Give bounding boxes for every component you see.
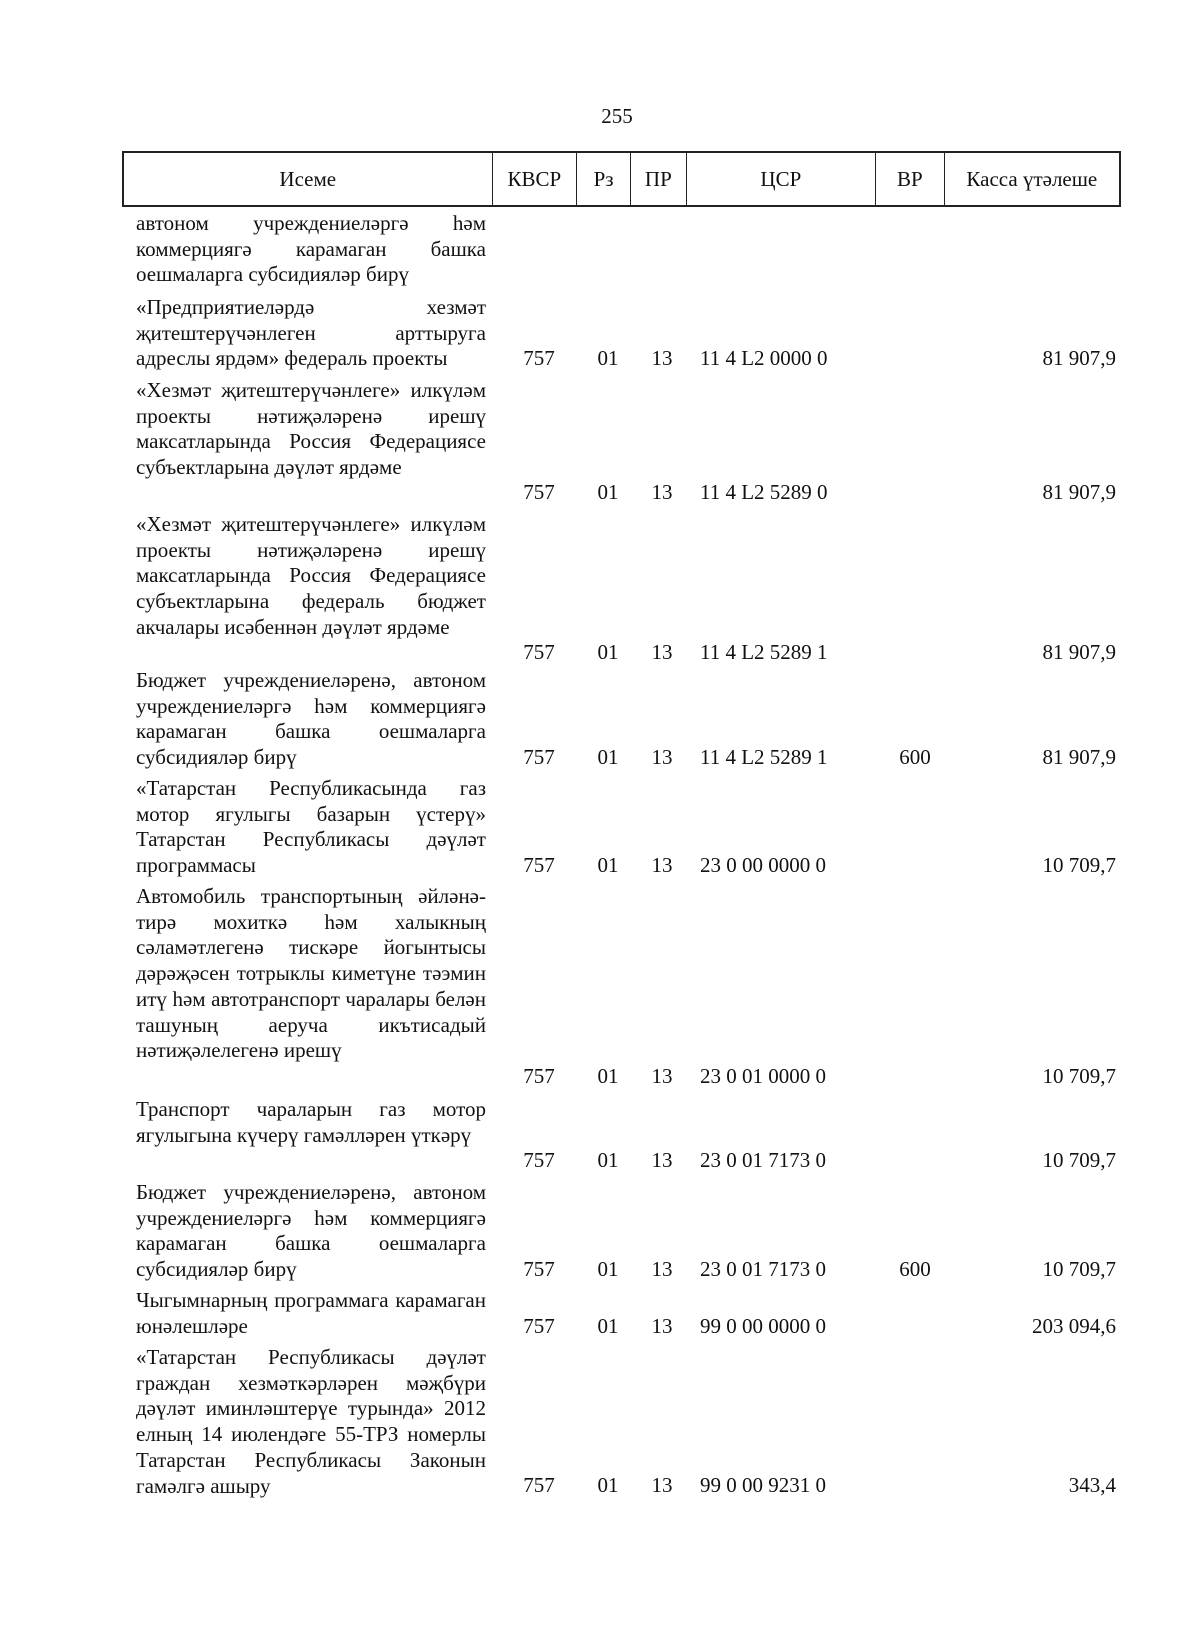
row-kassa: 203 094,6 <box>1032 1314 1116 1338</box>
row-name: «Татарстан Республикасында газ мотор ягулыгы базарын үстерү» Татарстан Республикасы дәүләт программасы <box>136 776 486 878</box>
row-csr: 23 0 01 7173 0 <box>700 1148 826 1172</box>
row-pr: 13 <box>651 1257 673 1281</box>
row-kvsr: 757 <box>523 745 555 769</box>
row-name: Автомобиль транспортының әйләнә-тирә мохиткә һәм халыкның сәламәтлегенә тискәре йогынтысы дәрәҗәсен тотрыклы киметүне тәэмин итү һәм автотранспорт чаралары белән ташуның аеруча икътисадый нәтиҗәлелегенә ирешү <box>136 884 486 1063</box>
row-pr: 13 <box>651 346 673 370</box>
row-rz: 01 <box>597 346 619 370</box>
row-kvsr: 757 <box>523 346 555 370</box>
row-csr: 99 0 00 0000 0 <box>700 1314 826 1338</box>
table-header <box>122 151 1121 207</box>
row-name: Бюджет учреждениеләренә, автоном учреждениеләргә һәм коммерциягә карамаган башка оешмаларга субсидияләр бирү <box>136 1180 486 1282</box>
row-rz: 01 <box>597 1473 619 1497</box>
row-name: Транспорт чараларын газ мотор ягулыгына күчерү гамәлләрен үткәрү <box>136 1097 486 1147</box>
header-kvsr: КВСР <box>493 153 578 205</box>
row-name: «Татарстан Республикасы дәүләт граждан хезмәткәрләрен мәҗбүри дәүләт иминләштерүе турында» 2012 елның 14 июлендәге 55-ТРЗ номерлы Татарстан Республикасы Законын гамәлгә ашыру <box>136 1345 486 1498</box>
row-name: «Хезмәт җитештерүчәнлеге» илкүләм проекты нәтиҗәләренә ирешү максатларында Россия Федерациясе субъектларына федераль бюджет акчалары исәбеннән дәүләт ярдәме <box>136 512 486 639</box>
row-pr: 13 <box>651 853 673 877</box>
row-rz: 01 <box>597 640 619 664</box>
row-kassa: 81 907,9 <box>1042 745 1116 769</box>
header-kassa: Касса үтәлеше <box>966 167 1098 191</box>
row-kassa: 10 709,7 <box>1042 853 1116 877</box>
row-name: Бюджет учреждениеләренә, автоном учреждениеләргә һәм коммерциягә карамаган башка оешмаларга субсидияләр бирү <box>136 668 486 770</box>
header-pr: ПР <box>631 153 687 205</box>
header-vr: ВР <box>876 153 945 205</box>
row-csr: 23 0 01 0000 0 <box>700 1064 826 1088</box>
row-rz: 01 <box>597 853 619 877</box>
row-csr: 23 0 01 7173 0 <box>700 1257 826 1281</box>
row-kassa: 343,4 <box>1068 1473 1116 1497</box>
row-rz: 01 <box>597 745 619 769</box>
row-name: «Предприятиеләрдә хезмәт җитештерүчәнлеген арттыруга адреслы ярдәм» федераль проекты <box>136 295 486 371</box>
row-kassa: 81 907,9 <box>1042 346 1116 370</box>
row-kassa: 10 709,7 <box>1042 1064 1116 1088</box>
row-kvsr: 757 <box>523 1064 555 1088</box>
row-kassa: 81 907,9 <box>1042 640 1116 664</box>
row-rz: 01 <box>597 1064 619 1088</box>
row-pr: 13 <box>651 1314 673 1338</box>
row-csr: 23 0 00 0000 0 <box>700 853 826 877</box>
row-pr: 13 <box>651 745 673 769</box>
row-kvsr: 757 <box>523 853 555 877</box>
row-kassa: 10 709,7 <box>1042 1148 1116 1172</box>
row-pr: 13 <box>651 480 673 504</box>
row-name: автоном учреждениеләргә һәм коммерциягә карамаган башка оешмаларга субсидияләр бирү <box>136 211 486 287</box>
row-pr: 13 <box>651 1064 673 1088</box>
row-vr: 600 <box>899 745 931 769</box>
row-kvsr: 757 <box>523 1148 555 1172</box>
row-csr: 99 0 00 9231 0 <box>700 1473 826 1497</box>
row-name: Чыгымнарның программага карамаган юнәлешләре <box>136 1288 486 1338</box>
row-kassa: 81 907,9 <box>1042 480 1116 504</box>
row-rz: 01 <box>597 1148 619 1172</box>
row-pr: 13 <box>651 1148 673 1172</box>
row-kvsr: 757 <box>523 1314 555 1338</box>
row-rz: 01 <box>597 1257 619 1281</box>
row-kvsr: 757 <box>523 480 555 504</box>
row-csr: 11 4 L2 5289 0 <box>700 480 828 504</box>
page-number: 255 <box>601 104 633 128</box>
header-csr: ЦСР <box>687 153 876 205</box>
row-kvsr: 757 <box>523 640 555 664</box>
row-rz: 01 <box>597 480 619 504</box>
row-csr: 11 4 L2 5289 1 <box>700 745 828 769</box>
row-kassa: 10 709,7 <box>1042 1257 1116 1281</box>
row-kvsr: 757 <box>523 1473 555 1497</box>
row-kvsr: 757 <box>523 1257 555 1281</box>
row-csr: 11 4 L2 0000 0 <box>700 346 828 370</box>
header-rz: Рз <box>577 153 631 205</box>
row-csr: 11 4 L2 5289 1 <box>700 640 828 664</box>
row-pr: 13 <box>651 1473 673 1497</box>
row-name: «Хезмәт җитештерүчәнлеге» илкүләм проекты нәтиҗәләренә ирешү максатларында Россия Федерациясе субъектларына дәүләт ярдәме <box>136 378 486 480</box>
header-name: Исеме <box>124 153 493 205</box>
row-pr: 13 <box>651 640 673 664</box>
row-rz: 01 <box>597 1314 619 1338</box>
row-vr: 600 <box>899 1257 931 1281</box>
